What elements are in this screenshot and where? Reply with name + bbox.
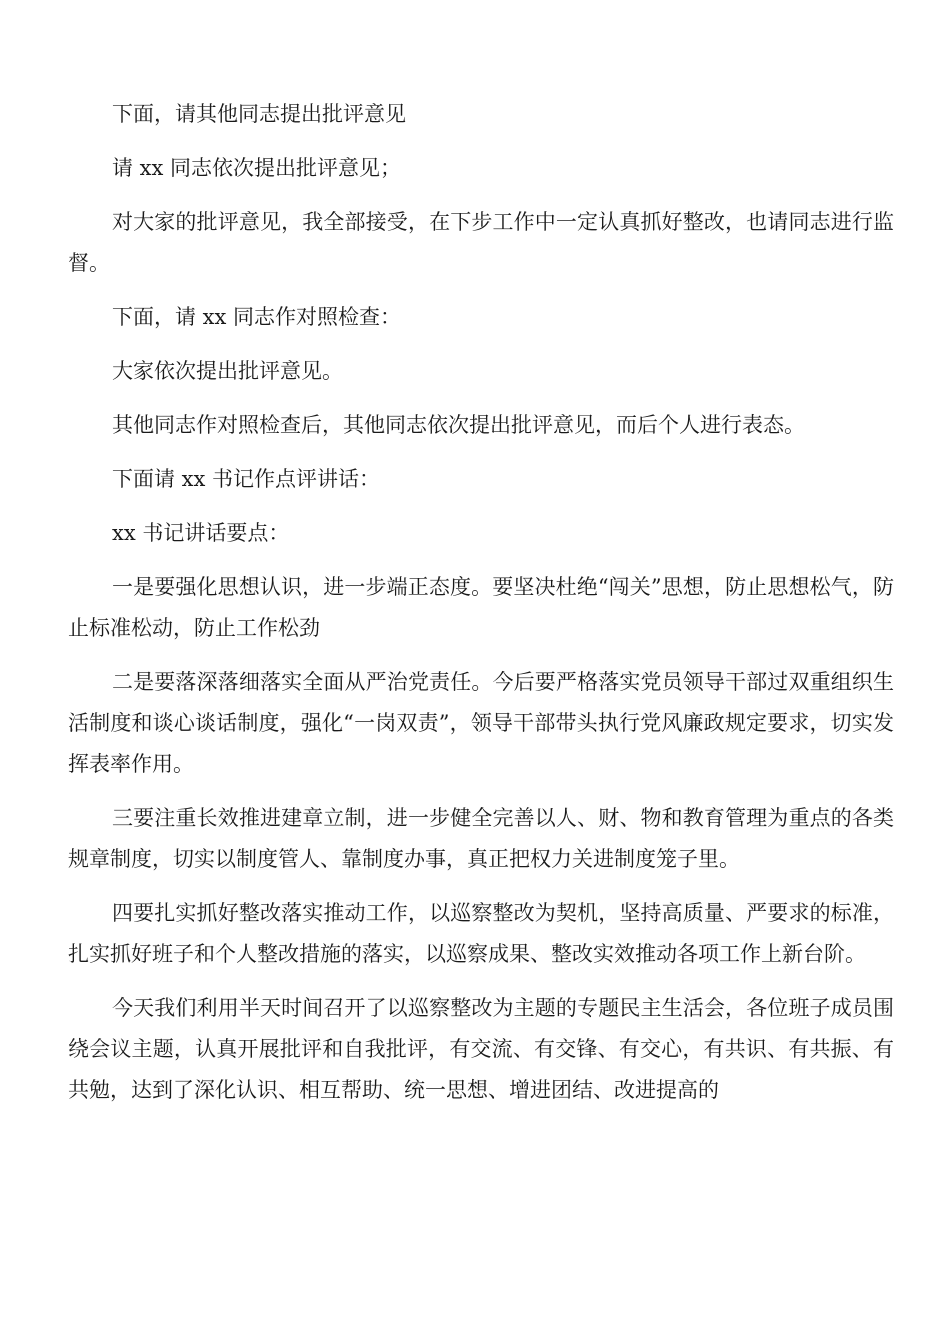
paragraph: xx 书记讲话要点： <box>112 521 290 545</box>
paragraph: 一是要强化思想认识，进一步端正态度。要坚决杜绝“闯关”思想，防止思想松气，防止标准松动，防止工作松劲 <box>68 575 894 640</box>
paragraph: 三要注重长效推进建章立制，进一步健全完善以人、财、物和教育管理为重点的各类规章制度，切实以制度管人、靠制度办事，真正把权力关进制度笼子里。 <box>68 806 894 871</box>
paragraph: 其他同志作对照检查后，其他同志依次提出批评意见，而后个人进行表态。 <box>112 413 805 437</box>
paragraph: 今天我们利用半天时间召开了以巡察整改为主题的专题民主生活会，各位班子成员围绕会议主题，认真开展批评和自我批评，有交流、有交锋、有交心，有共识、有共振、有共勉，达到了深化认识、相互帮助、统一思想、增进团结、改进提高的 <box>68 996 894 1102</box>
document-page <box>68 94 894 1124</box>
paragraph: 下面，请其他同志提出批评意见 <box>112 102 406 126</box>
paragraph: 对大家的批评意见，我全部接受，在下步工作中一定认真抓好整改，也请同志进行监督。 <box>68 210 894 275</box>
paragraph: 四要扎实抓好整改落实推动工作，以巡察整改为契机，坚持高质量、严要求的标准，扎实抓好班子和个人整改措施的落实，以巡察成果、整改实效推动各项工作上新台阶。 <box>68 901 894 966</box>
paragraph: 下面，请 xx 同志作对照检查： <box>112 305 402 329</box>
paragraph: 二是要落深落细落实全面从严治党责任。今后要严格落实党员领导干部过双重组织生活制度和谈心谈话制度，强化“一岗双责”，领导干部带头执行党风廉政规定要求，切实发挥表率作用。 <box>68 670 894 776</box>
paragraph: 请 xx 同志依次提出批评意见； <box>112 156 402 180</box>
paragraph: 大家依次提出批评意见。 <box>112 359 343 383</box>
paragraph: 下面请 xx 书记作点评讲话： <box>112 467 381 491</box>
